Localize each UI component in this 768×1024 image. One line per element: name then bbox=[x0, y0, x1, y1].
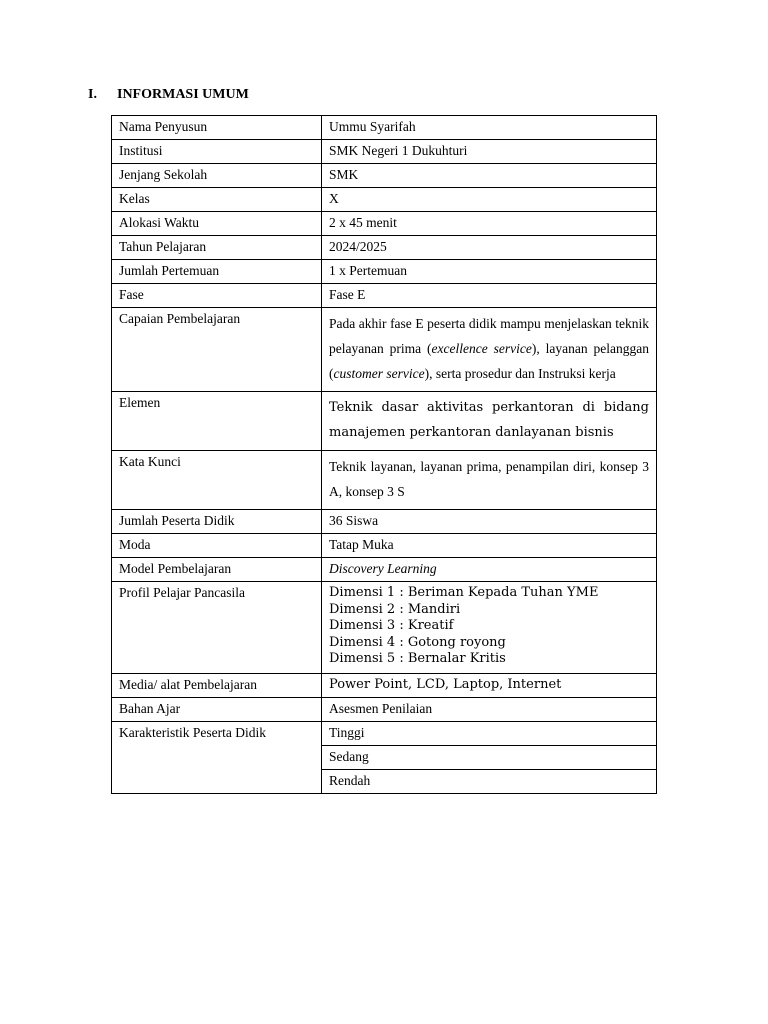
section-number: I. bbox=[88, 87, 97, 102]
list-item: Dimensi 4 : Gotong royong bbox=[329, 634, 506, 650]
table-row bbox=[112, 582, 657, 674]
row-label: Bahan Ajar bbox=[112, 697, 322, 721]
table-row bbox=[112, 721, 657, 745]
table-row bbox=[112, 212, 657, 236]
row-label: Fase bbox=[112, 284, 322, 308]
row-label: Alokasi Waktu bbox=[112, 212, 322, 236]
row-label: Kelas bbox=[112, 188, 322, 212]
list-item: Dimensi 5 : Bernalar Kritis bbox=[329, 651, 506, 666]
table-row bbox=[112, 451, 657, 510]
row-label: Karakteristik Peserta Didik bbox=[112, 721, 322, 793]
table-row bbox=[112, 308, 657, 392]
row-value: Sedang bbox=[322, 745, 657, 769]
capaian-text bbox=[322, 308, 657, 392]
table-row bbox=[112, 510, 657, 534]
capaian-text-3: ), serta prosedur dan Instruksi kerja bbox=[424, 366, 616, 381]
capaian-italic-2: customer service bbox=[333, 366, 425, 381]
row-value: Teknik dasar aktivitas perkantoran di bidang manajemen perkantoran danlayanan bisnis bbox=[322, 392, 657, 451]
table-row bbox=[112, 116, 657, 140]
row-label: Jumlah Peserta Didik bbox=[112, 510, 322, 534]
row-label: Elemen bbox=[112, 392, 322, 451]
table-row bbox=[112, 534, 657, 558]
row-label: Moda bbox=[112, 534, 322, 558]
row-value bbox=[322, 558, 657, 582]
table-row bbox=[112, 188, 657, 212]
table-row bbox=[112, 558, 657, 582]
row-value: Asesmen Penilaian bbox=[322, 697, 657, 721]
model-value: Discovery Learning bbox=[329, 561, 437, 576]
row-value: 2024/2025 bbox=[322, 236, 657, 260]
row-value: SMK Negeri 1 Dukuhturi bbox=[322, 140, 657, 164]
row-value: Tinggi bbox=[322, 721, 657, 745]
row-label: Institusi bbox=[112, 140, 322, 164]
row-value: 1 x Pertemuan bbox=[322, 260, 657, 284]
row-value: Ummu Syarifah bbox=[322, 116, 657, 140]
row-label: Jenjang Sekolah bbox=[112, 164, 322, 188]
section-title: INFORMASI UMUM bbox=[117, 87, 249, 102]
row-label: Tahun Pelajaran bbox=[112, 236, 322, 260]
table-row bbox=[112, 697, 657, 721]
table-row bbox=[112, 284, 657, 308]
row-label: Model Pembelajaran bbox=[112, 558, 322, 582]
row-value: 36 Siswa bbox=[322, 510, 657, 534]
row-value: Rendah bbox=[322, 769, 657, 793]
capaian-text-2: ), layanan pelanggan ( bbox=[329, 341, 650, 381]
table-row bbox=[112, 164, 657, 188]
row-value: 2 x 45 menit bbox=[322, 212, 657, 236]
row-label: Media/ alat Pembelajaran bbox=[112, 673, 322, 697]
section-heading bbox=[88, 87, 249, 103]
list-item: Dimensi 2 : Mandiri bbox=[329, 601, 461, 617]
info-table bbox=[111, 115, 657, 794]
row-label: Nama Penyusun bbox=[112, 116, 322, 140]
row-value: Power Point, LCD, Laptop, Internet bbox=[322, 673, 657, 697]
row-label: Capaian Pembelajaran bbox=[112, 308, 322, 392]
row-value: Fase E bbox=[322, 284, 657, 308]
table-row bbox=[112, 392, 657, 451]
list-item: Dimensi 3 : Kreatif bbox=[329, 618, 454, 633]
capaian-text-1: Pada akhir fase E peserta didik mampu menjelaskan teknik pelayanan prima ( bbox=[329, 316, 649, 356]
row-label: Profil Pelajar Pancasila bbox=[112, 582, 322, 674]
profil-list bbox=[322, 582, 657, 674]
table-row bbox=[112, 236, 657, 260]
row-value: X bbox=[322, 188, 657, 212]
table-row bbox=[112, 673, 657, 697]
table-row bbox=[112, 260, 657, 284]
list-item: Dimensi 1 : Beriman Kepada Tuhan YME bbox=[329, 585, 599, 600]
row-value: SMK bbox=[322, 164, 657, 188]
capaian-italic-1: excellence service bbox=[431, 341, 532, 356]
row-value: Teknik layanan, layanan prima, penampilan diri, konsep 3 A, konsep 3 S bbox=[322, 451, 657, 510]
row-value: Tatap Muka bbox=[322, 534, 657, 558]
row-label: Kata Kunci bbox=[112, 451, 322, 510]
table-row bbox=[112, 140, 657, 164]
row-label: Jumlah Pertemuan bbox=[112, 260, 322, 284]
